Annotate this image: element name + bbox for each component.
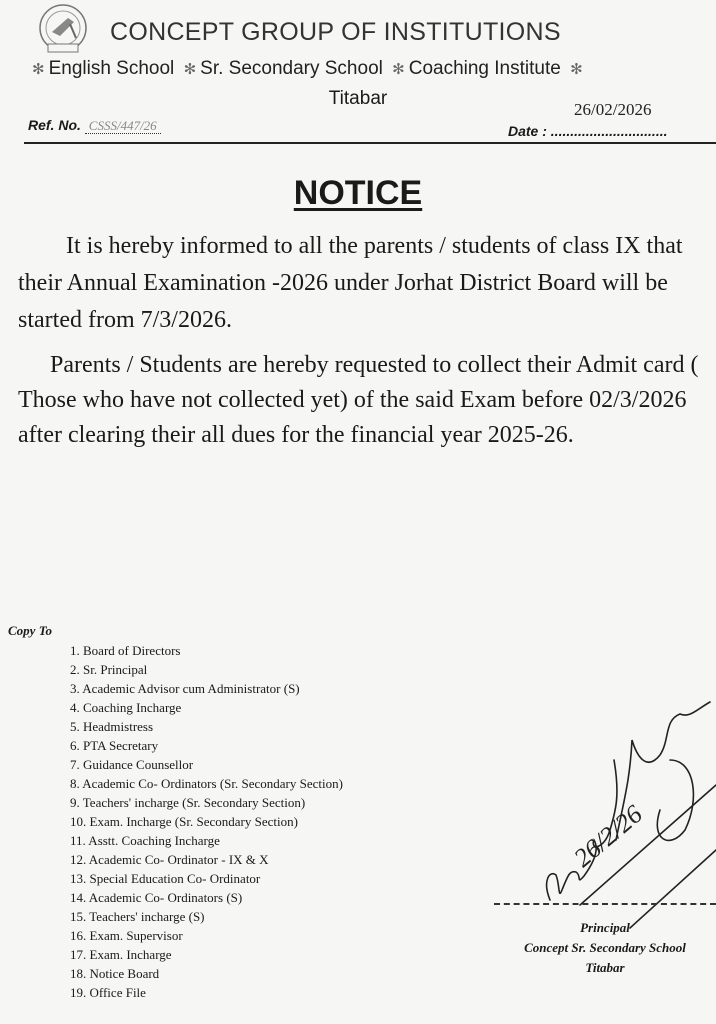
copy-to-item: 9. Teachers' incharge (Sr. Secondary Section) [70, 795, 306, 810]
organization-name: CONCEPT GROUP OF INSTITUTIONS [110, 18, 561, 46]
notice-paragraph-2: Parents / Students are hereby requested to collect their Admit card ( Those who have not collected yet) of the said Exam before 02/3/2026 after clearing their all dues for the financial year 2025-26. [18, 352, 699, 448]
institution-logo [30, 2, 96, 58]
copy-to-item: 8. Academic Co- Ordinators (Sr. Secondary Section) [70, 776, 343, 791]
copy-to-item: 6. PTA Secretary [70, 738, 159, 753]
date-label: Date : [508, 123, 547, 139]
copy-to-item: 12. Academic Co- Ordinator - IX & X [70, 852, 269, 867]
notice-heading: NOTICE [293, 174, 423, 212]
signature-date: 26/2/26 [568, 799, 648, 873]
copy-to-item: 19. Office File [70, 985, 146, 1000]
copy-to-item: 2. Sr. Principal [70, 662, 148, 677]
asterisk-icon: ✻ [32, 61, 45, 78]
copy-to-item: 1. Board of Directors [70, 643, 181, 658]
copy-to-list [70, 641, 343, 1002]
copy-to-label: Copy To [8, 623, 52, 638]
copy-to-item: 3. Academic Advisor cum Administrator (S) [70, 681, 300, 696]
copy-to-item: 13. Special Education Co- Ordinator [70, 871, 261, 886]
copy-to-item: 17. Exam. Incharge [70, 947, 172, 962]
date-value: 26/02/2026 [574, 100, 652, 119]
signatory-location: Titabar [585, 960, 625, 975]
copy-to-item: 11. Asstt. Coaching Incharge [70, 833, 220, 848]
signature-line [494, 903, 716, 905]
unit-english-school: English School [48, 58, 175, 79]
units-line [28, 58, 587, 80]
copy-to-item: 4. Coaching Incharge [70, 700, 182, 715]
copy-to-item: 7. Guidance Counsellor [70, 757, 194, 772]
asterisk-icon: ✻ [183, 61, 197, 78]
header-rule [24, 142, 716, 144]
copy-to-item: 15. Teachers' incharge (S) [70, 909, 205, 924]
ref-line [28, 116, 161, 135]
unit-sr-secondary: Sr. Secondary School [200, 58, 383, 79]
copy-to-item: 18. Notice Board [70, 966, 160, 981]
date-line: Date : .............................. [508, 123, 668, 139]
ref-label: Ref. No. [28, 117, 81, 133]
unit-coaching: Coaching Institute [408, 58, 561, 79]
copy-to-item: 5. Headmistress [70, 719, 154, 734]
copy-to-item: 16. Exam. Supervisor [70, 928, 183, 943]
signatory-institution: Concept Sr. Secondary School [524, 940, 686, 955]
copy-to-item: 10. Exam. Incharge (Sr. Secondary Section) [70, 814, 298, 829]
notice-paragraph-1: It is hereby informed to all the parents / students of class IX that their Annual Examination -2026 under Jorhat District Board will be started from 7/3/2026. [18, 233, 683, 333]
signatory-block [494, 918, 716, 978]
asterisk-icon: ✻ [570, 61, 583, 78]
ref-number: CSSS/447/26 [85, 118, 161, 134]
copy-to-item: 14. Academic Co- Ordinators (S) [70, 890, 243, 905]
asterisk-icon: ✻ [392, 61, 405, 78]
letterhead-location: Titabar [328, 88, 388, 109]
signatory-title: Principal [580, 920, 630, 935]
